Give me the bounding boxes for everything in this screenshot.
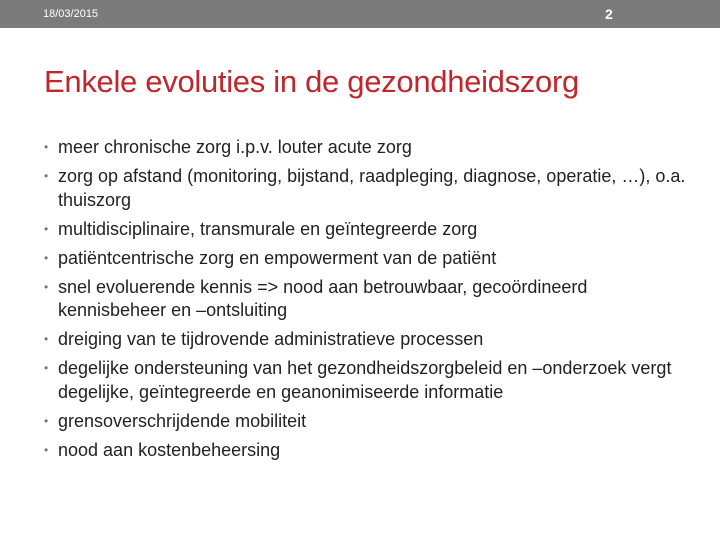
bullet-icon: •: [44, 140, 49, 154]
bullet-icon: •: [44, 442, 49, 457]
list-item: • snel evoluerende kennis => nood aan betrouwbaar, gecoördineerd kennisbeheer en –ontsluiting: [44, 276, 588, 320]
list-item: • dreiging van te tijdrovende administratieve processen: [44, 328, 694, 352]
bullet-icon: •: [44, 279, 49, 294]
list-item: • multidisciplinaire, transmurale en geïntegreerde zorg: [44, 218, 694, 242]
slide-title: Enkele evoluties in de gezondheidszorg: [44, 64, 579, 99]
list-item: • patiëntcentrische zorg en empowerment van de patiënt: [44, 247, 694, 271]
bullet-icon: •: [44, 413, 49, 428]
list-item: • meer chronische zorg i.p.v. louter acute zorg: [44, 136, 694, 160]
list-item: • grensoverschrijdende mobiliteit: [44, 410, 694, 434]
page-number: 2: [605, 6, 613, 22]
header-bar: [0, 0, 720, 28]
bullet-icon: •: [44, 169, 49, 183]
bullet-icon: •: [44, 221, 49, 236]
bullet-icon: •: [44, 332, 49, 346]
list-item: • nood aan kostenbeheersing: [44, 439, 694, 463]
slide-date: 18/03/2015: [43, 8, 99, 20]
list-item: • degelijke ondersteuning van het gezondheidszorgbeleid en –onderzoek vergt degelijke, geïntegreerde en geanonimiseerde informatie: [44, 358, 672, 402]
bullet-list: [44, 136, 694, 468]
bullet-icon: •: [44, 250, 49, 265]
bullet-icon: •: [44, 361, 49, 375]
list-item: • zorg op afstand (monitoring, bijstand, raadpleging, diagnose, operatie, …), o.a. thuiszorg: [44, 166, 686, 210]
